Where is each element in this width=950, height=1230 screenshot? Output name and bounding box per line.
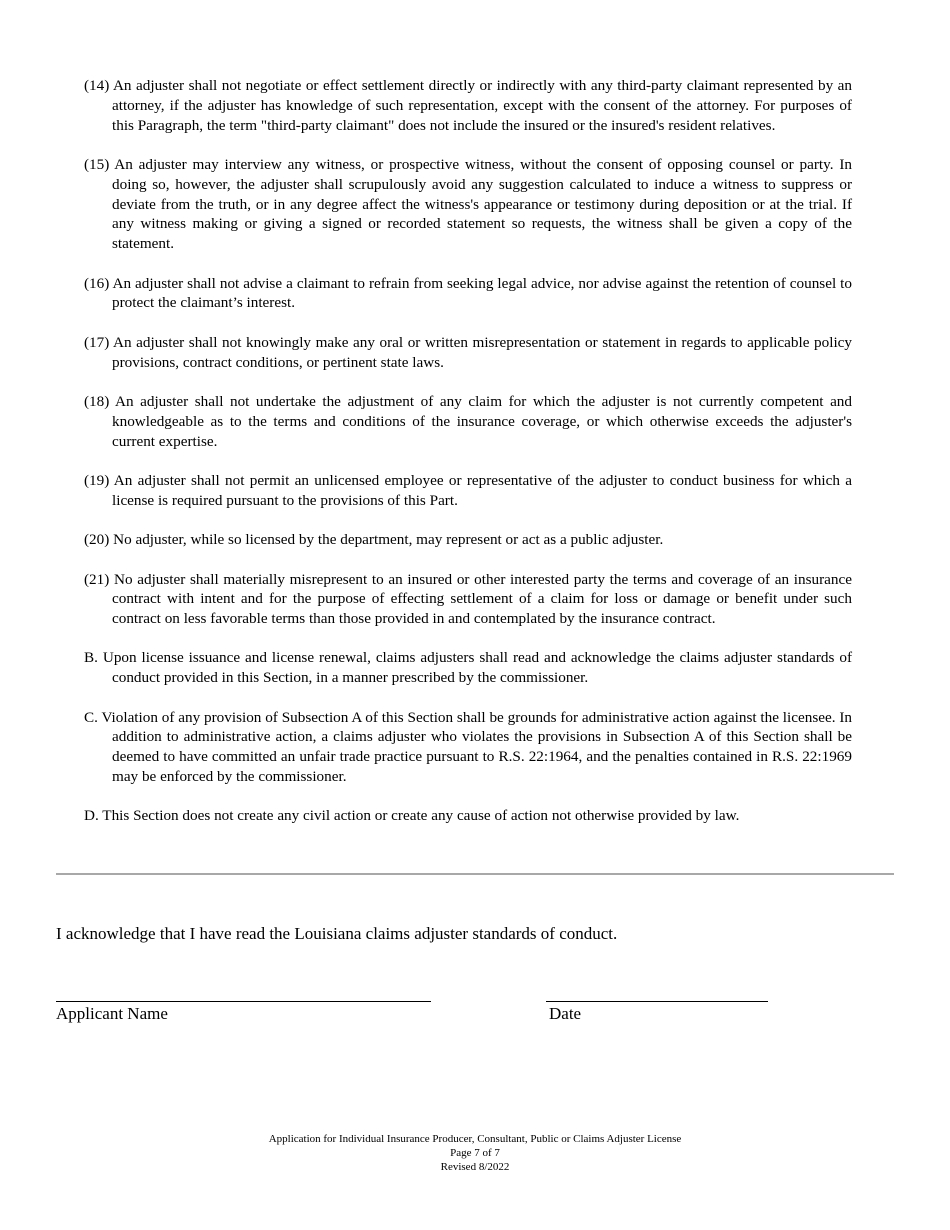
- paragraph-17: (17) An adjuster shall not knowingly make any oral or written misrepresentation or statement in regards to applicable policy provisions, contract conditions, or pertinent state laws.: [84, 333, 852, 371]
- paragraph-15: (15) An adjuster may interview any witness, or prospective witness, without the consent of opposing counsel or party. In doing so, however, the adjuster shall scrupulously avoid any suggestion calculated to induce a witness to suppress or deviate from the truth, or in any degree affect the witness's appearance or testimony during deposition or at the trial. If any witness making or giving a signed or recorded statement so requests, the witness shall be given a copy of the statement.: [84, 155, 852, 253]
- footer-page-number: Page 7 of 7: [450, 1147, 500, 1159]
- footer-title: Application for Individual Insurance Producer, Consultant, Public or Claims Adjuster License: [268, 1133, 682, 1145]
- standards-of-conduct-text: [84, 76, 852, 846]
- applicant-name-line[interactable]: [56, 1001, 431, 1002]
- applicant-name-label: Applicant Name: [56, 1004, 168, 1023]
- footer-revised: Revised 8/2022: [440, 1161, 510, 1173]
- subsection-c: C. Violation of any provision of Subsection A of this Section shall be grounds for administrative action against the licensee. In addition to administrative action, a claims adjuster who violates the provisions in Subsection A of this Section shall be deemed to have committed an unfair trade practice pursuant to R.S. 22:1964, and the penalties contained in R.S. 22:1969 may be enforced by the commissioner.: [84, 708, 852, 786]
- paragraph-21: (21) No adjuster shall materially misrepresent to an insured or other interested party the terms and coverage of an insurance contract with intent and for the purpose of effecting settlement of a claim for loss or damage or benefit under such contract on less favorable terms than those provided in and contemplated by the insurance contract.: [84, 570, 852, 628]
- section-divider: [56, 873, 894, 875]
- date-label: Date: [549, 1004, 582, 1023]
- acknowledgement-statement: I acknowledge that I have read the Louisiana claims adjuster standards of conduct.: [56, 924, 618, 943]
- subsection-d: D. This Section does not create any civil action or create any cause of action not otherwise provided by law.: [84, 807, 740, 825]
- date-line[interactable]: [546, 1001, 768, 1002]
- paragraph-14: (14) An adjuster shall not negotiate or effect settlement directly or indirectly with any third-party claimant represented by an attorney, if the adjuster has knowledge of such representation, except with the consent of the attorney. For purposes of this Paragraph, the term "third-party claimant" does not include the insured or the insured's resident relatives.: [84, 77, 852, 134]
- paragraph-16: (16) An adjuster shall not advise a claimant to refrain from seeking legal advice, nor advise against the retention of counsel to protect the claimant’s interest.: [84, 274, 852, 312]
- paragraph-19: (19) An adjuster shall not permit an unlicensed employee or representative of the adjuster to conduct business for which a license is required pursuant to the provisions of this Part.: [84, 471, 852, 509]
- paragraph-20: (20) No adjuster, while so licensed by the department, may represent or act as a public adjuster.: [84, 531, 664, 549]
- subsection-b: B. Upon license issuance and license renewal, claims adjusters shall read and acknowledge the claims adjuster standards of conduct provided in this Section, in a manner prescribed by the commissioner.: [84, 649, 852, 687]
- page-footer: [0, 1132, 950, 1174]
- paragraph-18: (18) An adjuster shall not undertake the adjustment of any claim for which the adjuster is not currently competent and knowledgeable as to the terms and conditions of the insurance coverage, or which otherwise exceeds the adjuster's current expertise.: [84, 392, 852, 450]
